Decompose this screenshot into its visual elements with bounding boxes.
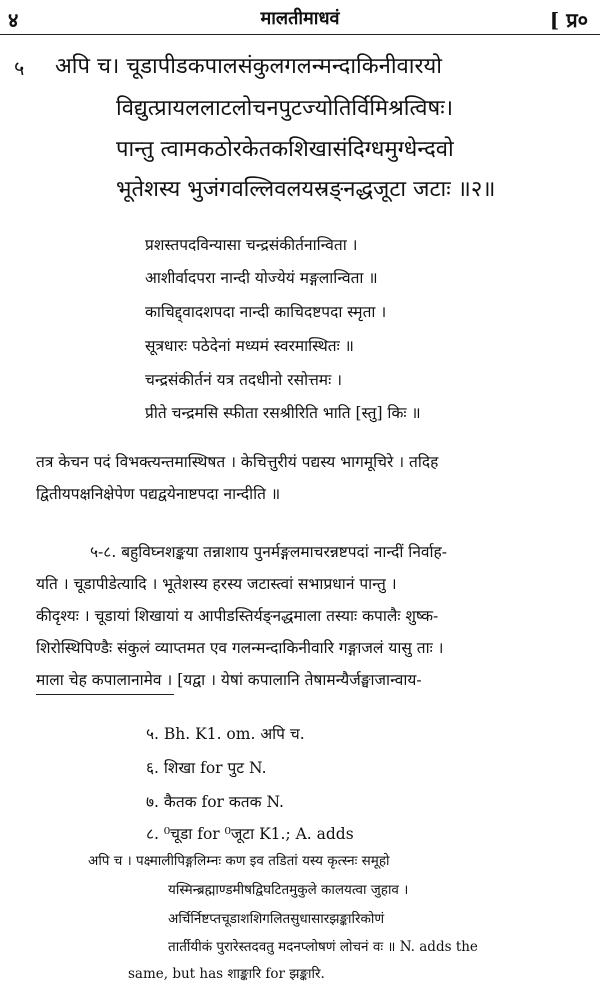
header-rule [0,34,600,35]
footnote: ५. Bh. K1. om. अपि च. [146,725,305,743]
commentary-line: तत्र केचन पदं विभक्त्यन्तमास्थिषत । केचित्तुरीयं पद्यस्य भागमूचिरे । तदिह [36,453,439,471]
karika-line: सूत्रधारः पठेदेनां मध्यमं स्वरमास्थितः ॥ [145,337,354,355]
footnote-quote-line: यस्मिन्ब्रह्माण्डमीषद्विघटितमुकुले कालयत्वा जुहाव । [168,882,409,898]
commentary-line: यति । चूडापीडेत्यादि । भूतेशस्य हरस्य जटास्त्वां सभाप्रधानं पान्तु । [36,575,397,593]
footnote-rule [36,694,174,695]
karika-line: आशीर्वादपरा नान्दी योज्येयं मङ्गलान्विता ॥ [145,269,378,287]
karika-line: प्रीते चन्द्रमसि स्फीता रसश्रीरिति भाति [स्तु] किः ॥ [145,404,421,422]
karika-line: चन्द्रसंकीर्तनं यत्र तदधीनो रसोत्तमः । [145,371,342,389]
commentary-line: द्वितीयपक्षनिक्षेपेण पद्यद्वयेनाष्टपदा नान्दीति ॥ [36,485,281,503]
section-mark: [ प्र० [549,8,588,32]
commentary-line: शिरोस्थिपिण्डैः संकुलं व्याप्तमत एव गलन्मन्दाकिनीवारि गङ्गाजलं यासु ताः । [36,639,444,657]
verse-line: भूतेशस्य भुजंगवल्लिवलयस्रङ्नद्धजूटा जटाः ॥२॥ [116,177,496,202]
running-title: मालतीमाधवं [260,8,340,29]
footnote: ७. कैतक for कतक N. [146,793,284,811]
commentary-line: ५-८. बहुविघ्नशङ्कया तन्नाशाय पुनर्मङ्गलमाचरन्नष्टपदां नान्दीं निर्वाह- [90,543,448,561]
footnote-quote-line: अपि च । पक्ष्मालीपिङ्गलिम्नः कण इव तडितां यस्य कृत्स्नः समूहो [88,853,390,869]
footnote-quote-line: तार्तीयीकं पुरारेस्तदवतु मदनप्लोषणं लोचनं वः ॥ N. adds the [168,939,478,955]
karika-line: काचिद्द्वादशपदा नान्दी काचिदष्टपदा स्मृता । [145,303,387,321]
verse-line: पान्तु त्वामकठोरकेतकशिखासंदिग्धमुग्धेन्दवो [116,137,454,162]
verse-line: विद्युत्प्रायललाटलोचनपुटज्योतिर्विमिश्रत्विषः। [116,96,454,121]
karika-line: प्रशस्तपदविन्यासा चन्द्रसंकीर्तनान्विता । [145,236,358,254]
verse-line: अपि च। चूडापीडकपालसंकुलगलन्मन्दाकिनीवारयो [55,54,442,79]
footnote: ६. शिखा for पुट N. [146,759,267,777]
page-number: ४ [8,8,19,32]
footnote: ८. ⁰चूडा for ⁰जूटा K1.; A. adds [146,825,354,843]
verse-number: ५ [14,56,25,80]
footnote-quote-line: अर्चिर्निष्टप्तचूडाशशिगलितसुधासारझङ्कारिकोणं [168,911,385,927]
footnote-quote-line: same, but has शाङ्कारि for झङ्कारि. [128,966,325,982]
commentary-line: माला चेह कपालानामेव । [यद्वा । येषां कपालानि तेषामन्यैर्जङ्घाजान्वाय- [36,671,422,689]
commentary-line: कीदृश्यः । चूडायां शिखायां य आपीडस्तिर्यङ्नद्धमाला तस्याः कपालैः शुष्क- [36,607,439,625]
